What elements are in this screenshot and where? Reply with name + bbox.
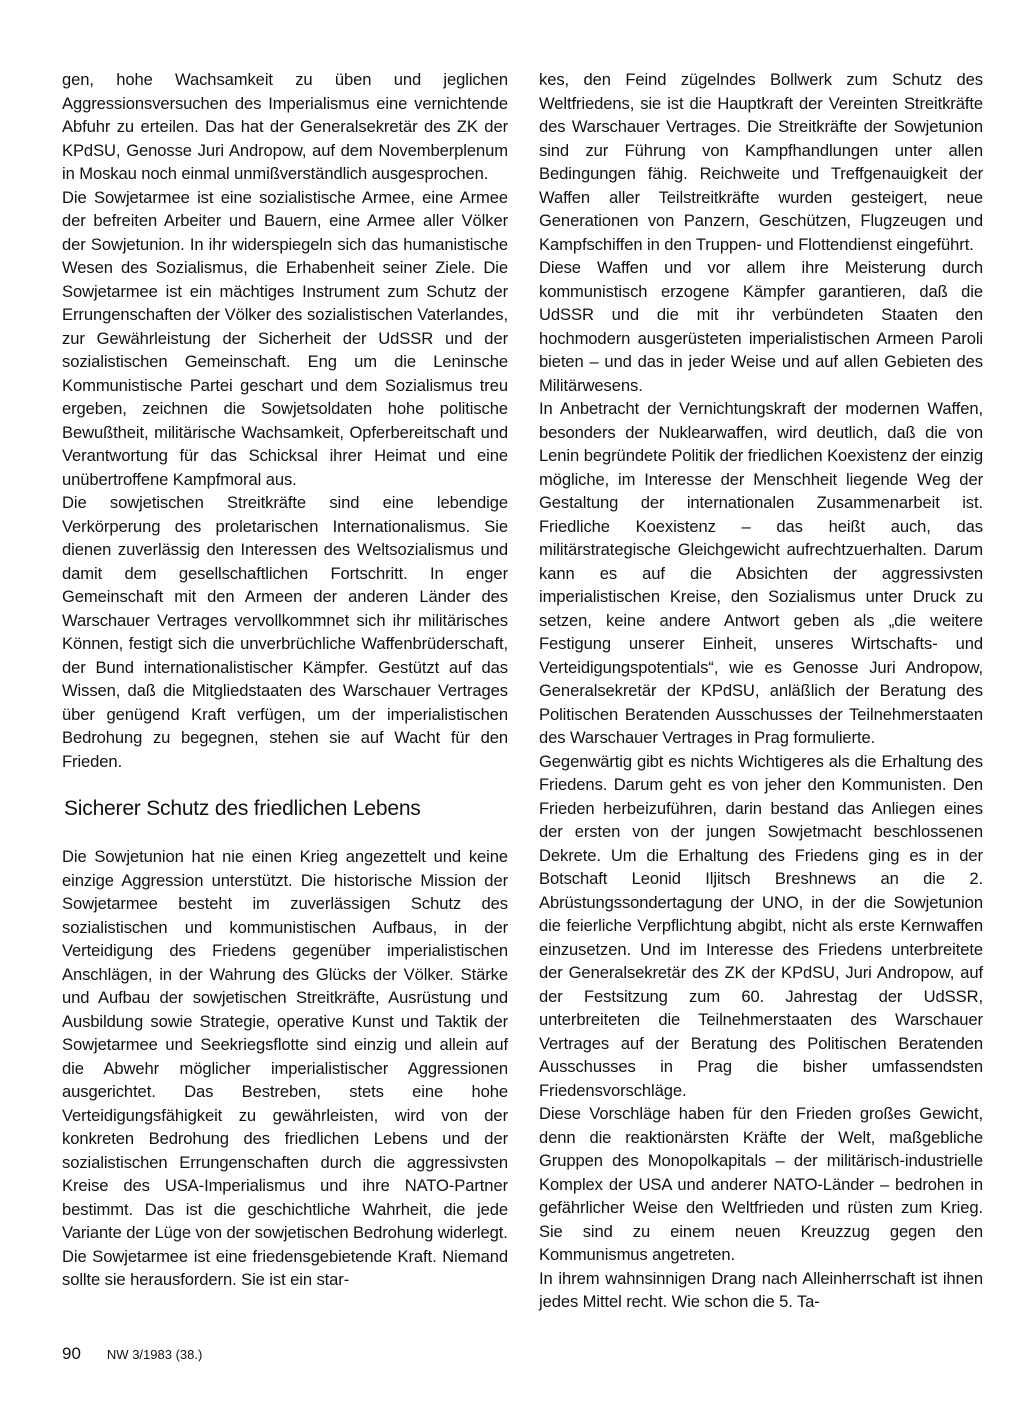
paragraph: Gegenwärtig gibt es nichts Wichtigeres als die Erhaltung des Friedens. Darum geht es von jeher den Kommunisten. Den Frieden herbeizuführen, darin bestand das Anliegen eines der ersten von der jungen Sowjetmacht beschlossenen Dekrete. Um die Erhaltung des Friedens ging es in der Botschaft Leonid Iljitsch Breshnews an die 2. Abrüstungssondertagung der UNO, in der die Sowjetunion die feierliche Verpflichtung abgibt, nicht als erste Kernwaffen einzusetzen. Und im Interesse des Friedens unterbreitete der Generalsekretär des ZK der KPdSU, Juri Andropow, auf der Festsitzung zum 60. Jahrestag der UdSSR, unterbreiteten die Teilnehmerstaaten des Warschauer Vertrages auf der Beratung des Politischen Beratenden Ausschusses in Prag die bisher umfassendsten Friedensvorschläge. (539, 751, 983, 1100)
paragraph: Die sowjetischen Streitkräfte sind eine lebendige Verkörperung des proletarischen Internationalismus. Sie dienen zuverlässig den Interessen des Weltsozialismus und damit dem gesellschaftlichen Fortschritt. In enger Gemeinschaft mit den Armeen der anderen Länder des Warschauer Vertrages vervollkommnet sich ihr militärisches Können, festigt sich die unverbrüchliche Waffenbrüderschaft, der Bund internationalistischer Kämpfer. Gestützt auf das Wissen, daß die Mitgliedstaaten des Warschauer Vertrages über genügend Kraft verfügen, um der imperialistischen Bedrohung zu begegnen, stehen sie auf Wacht für den Frieden. (62, 493, 508, 771)
paragraph: Diese Vorschläge haben für den Frieden großes Gewicht, denn die reaktionärsten Kräfte der Welt, maßgebliche Gruppen des Monopolkapitals – der militärisch-industrielle Komplex der USA und anderer NATO-Länder – bedrohen in gefährlicher Weise den Weltfrieden und rüsten zum Krieg. Sie sind zu einem neuen Kreuzzug gegen den Kommunismus angetreten. (539, 1104, 983, 1264)
paragraph: Diese Waffen und vor allem ihre Meisterung durch kommunistisch erzogene Kämpfer garantieren, daß die UdSSR und die mit ihr verbündeten Staaten den hochmodern ausgerüsteten imperialistischen Armeen Paroli bieten – und das in jeder Weise und auf allen Gebieten des Militärwesens. (539, 258, 983, 395)
paragraph: Die Sowjetarmee ist eine friedensgebietende Kraft. Niemand sollte sie herausfordern. Sie ist ein star- (62, 1246, 508, 1289)
paragraph: kes, den Feind zügelndes Bollwerk zum Schutz des Weltfriedens, sie ist die Hauptkraft der Vereinten Streitkräfte des Warschauer Vertrages. Die Streitkräfte der Sowjetunion sind zur Führung von Kampfhandlungen unter allen Bedingungen fähig. Reichweite und Treffgenauigkeit der Waffen aller Teilstreitkräfte wurden gesteigert, neue Generationen von Panzern, Geschützen, Flugzeugen und Kampfschiffen in den Truppen- und Flottendienst eingeführt. (539, 70, 983, 254)
paragraph: In ihrem wahnsinnigen Drang nach Alleinherrschaft ist ihnen jedes Mittel recht. Wie schon die 5. Ta- (539, 1268, 983, 1311)
paragraph: Die Sowjetarmee ist eine sozialistische Armee, eine Armee der befreiten Arbeiter und Bauern, eine Armee aller Völker der Sowjetunion. In ihr widerspiegeln sich das humanistische Wesen des Sozialismus, die Erhabenheit seiner Ziele. Die Sowjetarmee ist ein mächtiges Instrument zum Schutz der Errungenschaften der Völker des sozialistischen Vaterlandes, zur Gewährleistung der Sicherheit der UdSSR und der sozialistischen Gemeinschaft. Eng um die Leninsche Kommunistische Partei geschart und dem Sozialismus treu ergeben, zeichnen die Sowjetsoldaten hohe politische Bewußtheit, militärische Wachsamkeit, Opferbereitschaft und Verantwortung für das Schicksal ihrer Heimat und eine unübertroffene Kampfmoral aus. (62, 187, 508, 489)
paragraph: gen, hohe Wachsamkeit zu üben und jeglichen Aggressionsversuchen des Imperialismus eine vernichtende Abfuhr zu erteilen. Das hat der Generalsekretär des ZK der KPdSU, Genosse Juri Andropow, auf dem Novemberplenum in Moskau noch einmal unmißverständlich ausgesprochen. (62, 70, 508, 183)
page-footer (62, 1344, 202, 1365)
left-column (62, 68, 508, 1292)
paragraph: In Anbetracht der Vernichtungskraft der modernen Waffen, besonders der Nuklearwaffen, wird deutlich, daß die von Lenin begründete Politik der friedlichen Koexistenz der einzig mögliche, im Interesse der Menschheit liegende Weg der Gestaltung der internationalen Zusammenarbeit ist. Friedliche Koexistenz – das heißt auch, das militärstrategische Gleichgewicht aufrechtzuerhalten. Darum kann es auf die Absichten der aggressivsten imperialistischen Kreise, den Sozialismus unter Druck zu setzen, keine andere Antwort geben als „die weitere Festigung unserer Einheit, unseres Wirtschafts- und Verteidigungspotentials“, wie es Genosse Juri Andropow, Generalsekretär der KPdSU, anläßlich der Beratung des Politischen Beratenden Ausschusses der Teilnehmerstaaten des Warschauer Vertrages in Prag formulierte. (539, 399, 983, 747)
section-heading: Sicherer Schutz des friedlichen Lebens (64, 797, 421, 820)
right-column (539, 68, 983, 1314)
page-number: 90 (62, 1344, 81, 1363)
issue-reference: NW 3/1983 (38.) (106, 1347, 203, 1362)
paragraph: Die Sowjetunion hat nie einen Krieg angezettelt und keine einzige Aggression unterstützt. Die historische Mission der Sowjetarmee besteht im zuverlässigen Schutz des sozialistischen und kommunistischen Aufbaus, in der Verteidigung des Friedens gegenüber imperialistischen Anschlägen, in der Wahrung des Glücks der Völker. Stärke und Aufbau der sowjetischen Streitkräfte, Ausrüstung und Ausbildung sowie Strategie, operative Kunst und Taktik der Sowjetarmee und Seekriegsflotte sind einzig und allein auf die Abwehr möglicher imperialistischer Aggressionen ausgerichtet. Das Bestreben, stets eine hohe Verteidigungsfähigkeit zu gewährleisten, wird von der konkreten Bedrohung des friedlichen Lebens und der sozialistischen Errungenschaften durch die aggressivsten Kreise des USA-Imperialismus und ihre NATO-Partner bestimmt. Das ist die geschichtliche Wahrheit, die jede Variante der Lüge von der sowjetischen Bedrohung widerlegt. (62, 847, 508, 1242)
